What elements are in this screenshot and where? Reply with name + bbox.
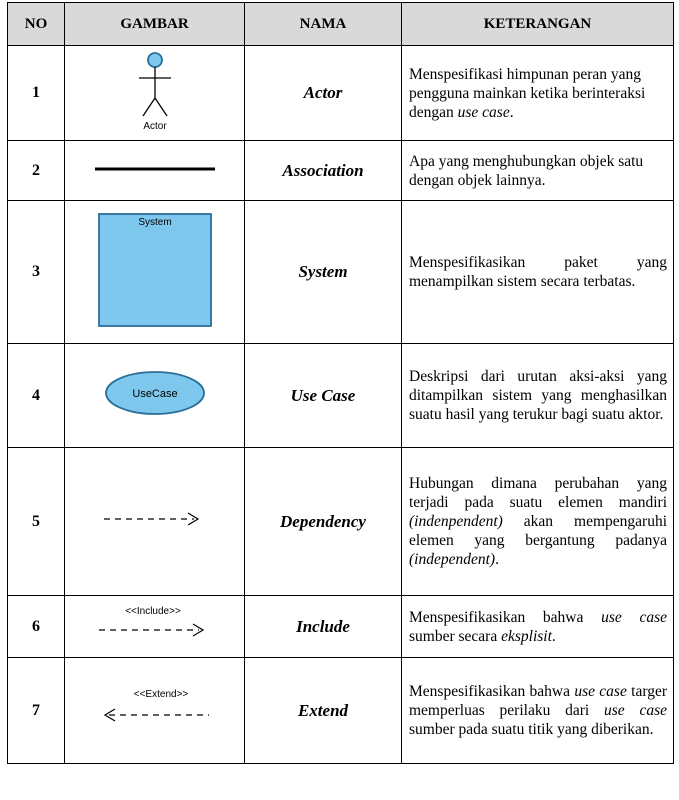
symbol-name: Association — [245, 141, 402, 201]
row-number: 7 — [8, 658, 65, 764]
symbol-description — [402, 448, 674, 596]
description-text: sumber secara — [409, 627, 502, 645]
description-italic-text: use case — [604, 702, 668, 719]
header-keterangan: KETERANGAN — [402, 3, 674, 46]
dependency-symbol-cell — [65, 448, 245, 596]
description-text: Menspesifikasikan bahwa — [409, 683, 575, 700]
description-text: . — [495, 551, 499, 568]
description-text: akan mempengaruhi elemen yang bergantung padanya — [409, 513, 667, 549]
system-label: System — [137, 216, 172, 228]
symbol-name: System — [245, 201, 402, 344]
symbol-name: Use Case — [245, 344, 402, 448]
description-text: . — [509, 103, 514, 121]
symbol-name: Actor — [245, 46, 402, 141]
table-row — [8, 596, 674, 658]
usecase-label: UseCase — [131, 388, 178, 400]
description-text: . — [551, 627, 556, 645]
system-box-icon — [97, 212, 213, 328]
uml-symbol-table — [7, 2, 674, 764]
header-nama: NAMA — [245, 3, 402, 46]
table-row — [8, 658, 674, 764]
row-number: 3 — [8, 201, 65, 344]
actor-symbol-cell — [65, 46, 245, 141]
dependency-arrow-icon — [100, 509, 210, 529]
table-row — [8, 141, 674, 201]
row-number: 4 — [8, 344, 65, 448]
header-no: NO — [8, 3, 65, 46]
symbol-description — [402, 596, 674, 658]
description-italic-text: use case — [457, 103, 510, 121]
extend-arrow-icon — [95, 687, 215, 729]
symbol-description — [402, 344, 674, 448]
description-italic-text: (independent) — [409, 551, 496, 568]
table-row — [8, 344, 674, 448]
symbol-description — [402, 46, 674, 141]
usecase-ellipse-icon — [103, 369, 207, 417]
description-italic-text: (indenpendent) — [409, 513, 503, 530]
usecase-symbol-cell — [65, 344, 245, 448]
description-text: Menspesifikasikan paket yang menampilkan sistem secara terbatas. — [409, 254, 667, 290]
description-italic-text: use case — [574, 683, 627, 700]
header-row — [8, 3, 674, 46]
symbol-description — [402, 141, 674, 201]
table-row — [8, 46, 674, 141]
extend-symbol-cell — [65, 658, 245, 764]
actor-icon — [125, 48, 185, 134]
description-text: Menspesifikasikan bahwa — [409, 608, 602, 626]
actor-label: Actor — [142, 120, 167, 132]
uml-symbol-table-container — [7, 2, 674, 764]
table-row — [8, 201, 674, 344]
symbol-name: Include — [245, 596, 402, 658]
table-row — [8, 448, 674, 596]
symbol-description — [402, 201, 674, 344]
description-italic-text: use case — [601, 608, 667, 626]
description-text: Hubungan dimana perubahan yang terjadi pada suatu elemen mandiri — [409, 475, 667, 511]
row-number: 6 — [8, 596, 65, 658]
symbol-name: Extend — [245, 658, 402, 764]
description-text: targer memperluas perilaku dari — [409, 683, 667, 719]
row-number: 2 — [8, 141, 65, 201]
description-text: Deskripsi dari urutan aksi-aksi yang ditampilkan sistem yang menghasilkan suatu hasil yang terukur bagi suatu aktor. — [409, 368, 667, 423]
symbol-description — [402, 658, 674, 764]
description-text: Apa yang menghubungkan objek satu dengan objek lainnya. — [409, 152, 644, 189]
association-line-icon — [90, 163, 220, 175]
system-symbol-cell — [65, 201, 245, 344]
header-gambar: GAMBAR — [65, 3, 245, 46]
description-text: Menspesifikasi himpunan peran yang pengguna mainkan ketika berinteraksi dengan — [409, 65, 646, 121]
row-number: 5 — [8, 448, 65, 596]
association-symbol-cell — [65, 141, 245, 201]
extend-stereotype-label: <<Extend>> — [133, 689, 188, 700]
description-italic-text: eksplisit — [501, 627, 552, 645]
include-stereotype-label: <<Include>> — [124, 606, 181, 617]
symbol-name: Dependency — [245, 448, 402, 596]
row-number: 1 — [8, 46, 65, 141]
include-symbol-cell — [65, 596, 245, 658]
description-text: sumber pada suatu titik yang diberikan. — [409, 721, 654, 738]
include-arrow-icon — [95, 604, 215, 644]
